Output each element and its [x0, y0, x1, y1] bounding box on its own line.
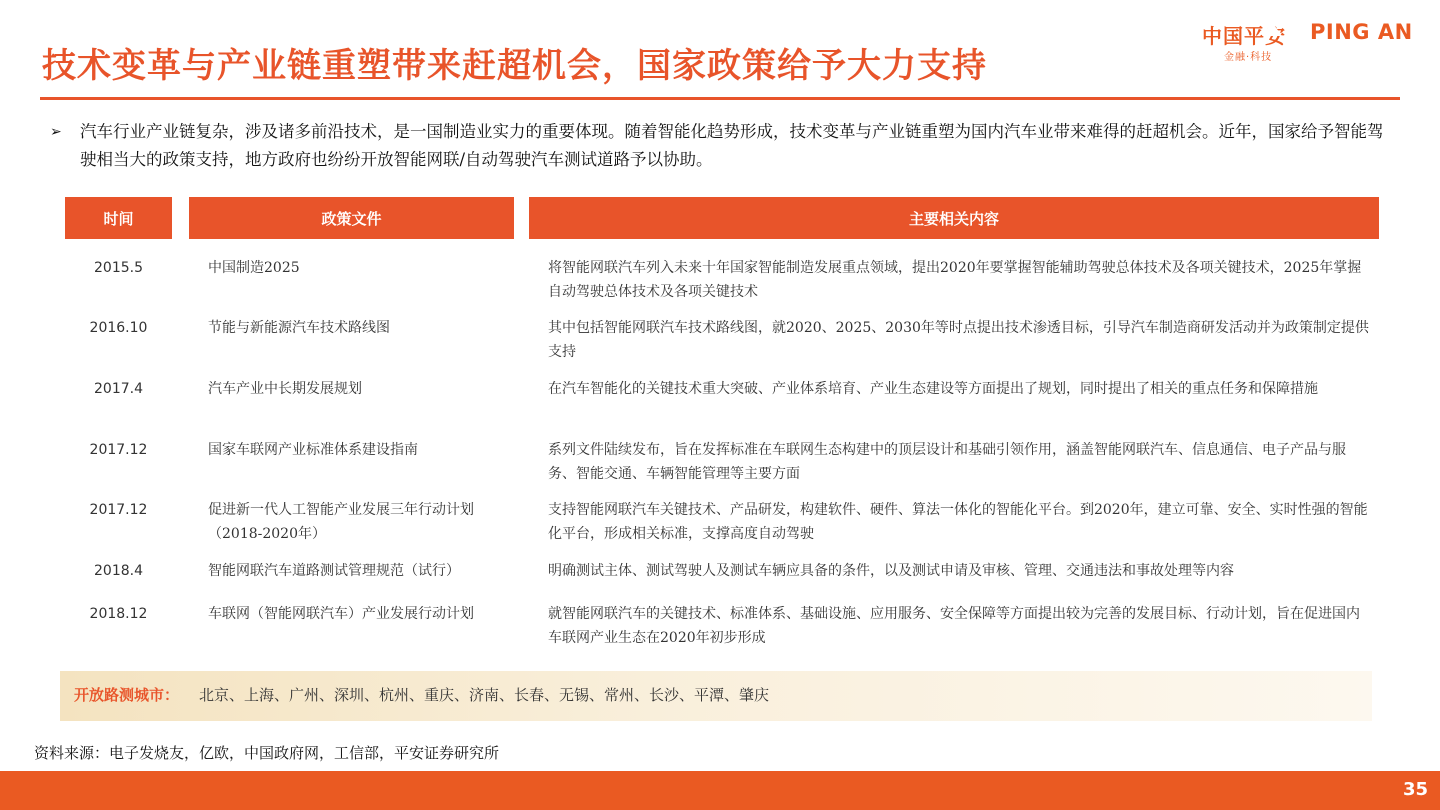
test-cities-bar — [60, 671, 1372, 721]
row-content: 将智能网联汽车列入未来十年国家智能制造发展重点领域，提出2020年要掌握智能辅助驾驶总体技术及各项关键技术，2025年掌握自动驾驶总体技术及各项关键技术 — [548, 260, 1362, 300]
row-time: 2018.4 — [94, 563, 143, 579]
row-time: 2017.12 — [89, 442, 148, 458]
intro-text: 汽车行业产业链复杂，涉及诸多前沿技术，是一国制造业实力的重要体现。随着智能化趋势形成，技术变革与产业链重塑为国内汽车业带来难得的赶超机会。近年，国家给予智能驾驶相当大的政策支持，地方政府也纷纷开放智能网联/自动驾驶汽车测试道路予以协助。 — [80, 122, 1384, 169]
header-time: 时间 — [65, 197, 172, 239]
row-content: 在汽车智能化的关键技术重大突破、产业体系培育、产业生态建设等方面提出了规划，同时提出了相关的重点任务和保障措施 — [548, 381, 1318, 397]
row-doc: 智能网联汽车道路测试管理规范（试行） — [208, 563, 460, 579]
row-doc: 汽车产业中长期发展规划 — [208, 381, 362, 397]
row-time: 2017.4 — [94, 381, 143, 397]
row-content: 就智能网联汽车的关键技术、标准体系、基础设施、应用服务、安全保障等方面提出较为完善的发展目标、行动计划，旨在促进国内车联网产业生态在2020年初步形成 — [548, 606, 1360, 646]
row-doc: 促进新一代人工智能产业发展三年行动计划（2018-2020年） — [208, 502, 474, 542]
header-main-content: 主要相关内容 — [529, 197, 1379, 239]
row-time: 2016.10 — [89, 320, 148, 336]
row-doc: 国家车联网产业标准体系建设指南 — [208, 442, 418, 458]
source-note: 资料来源：电子发烧友，亿欧，中国政府网，工信部，平安证券研究所 — [34, 744, 500, 762]
page-title: 技术变革与产业链重塑带来赶超机会，国家政策给予大力支持 — [42, 46, 987, 86]
pingan-logo — [1200, 20, 1422, 64]
row-doc: 中国制造2025 — [208, 260, 300, 276]
test-cities-label: 开放路测城市： — [74, 686, 180, 704]
row-doc: 节能与新能源汽车技术路线图 — [208, 320, 390, 336]
header-policy-doc: 政策文件 — [189, 197, 514, 239]
row-content: 其中包括智能网联汽车技术路线图，就2020、2025、2030年等时点提出技术渗透目标，引导汽车制造商研发活动并为政策制定提供支持 — [548, 320, 1369, 360]
test-cities-list: 北京、上海、广州、深圳、杭州、重庆、济南、长春、无锡、常州、长沙、平潭、肇庆 — [199, 686, 770, 704]
logo-cn-text: 中国平安 — [1202, 24, 1286, 48]
row-time: 2018.12 — [89, 606, 148, 622]
row-content: 明确测试主体、测试驾驶人及测试车辆应具备的条件，以及测试申请及审核、管理、交通违法和事故处理等内容 — [548, 563, 1234, 579]
logo-en-text: PING AN — [1310, 20, 1413, 44]
title-divider — [40, 97, 1400, 100]
row-time: 2017.12 — [89, 502, 148, 518]
row-time: 2015.5 — [94, 260, 143, 276]
page-number: 35 — [1402, 779, 1428, 800]
bullet-arrow-icon: ➢ — [50, 124, 62, 140]
intro-paragraph — [50, 118, 1395, 174]
row-content: 系列文件陆续发布，旨在发挥标准在车联网生态构建中的顶层设计和基础引领作用，涵盖智能网联汽车、信息通信、电子产品与服务、智能交通、车辆智能管理等主要方面 — [548, 442, 1346, 482]
row-content: 支持智能网联汽车关键技术、产品研发，构建软件、硬件、算法一体化的智能化平台。到2020年，建立可靠、安全、实时性强的智能化平台，形成相关标准，支撑高度自动驾驶 — [548, 502, 1368, 542]
logo-sub-text: 金融·科技 — [1224, 52, 1273, 63]
row-doc: 车联网（智能网联汽车）产业发展行动计划 — [208, 606, 474, 622]
footer-bar — [0, 771, 1440, 810]
pingan-mark-icon — [1262, 22, 1282, 36]
